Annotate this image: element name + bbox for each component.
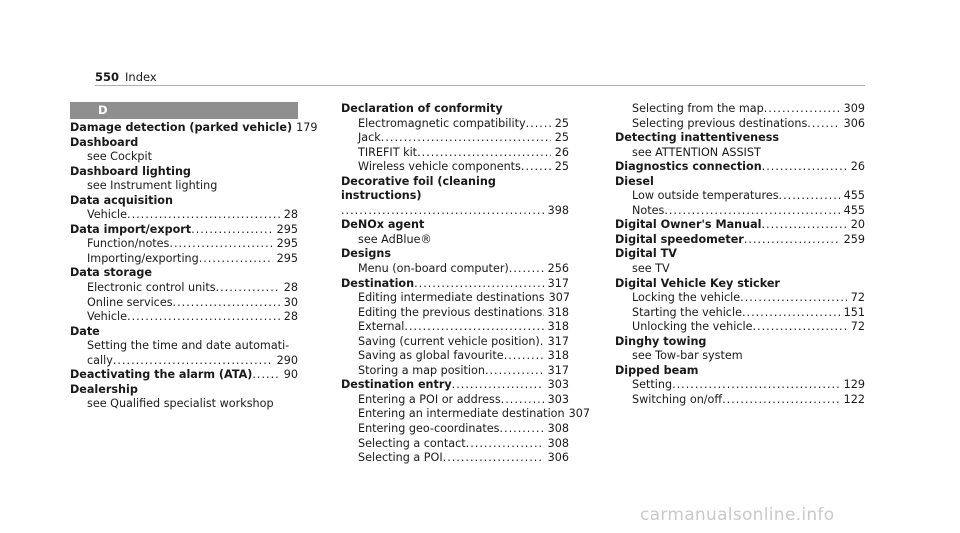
page-ref: 318 [547, 349, 569, 363]
page-ref: 25 [554, 116, 569, 130]
entry-text: Vehicle [87, 208, 128, 222]
index-see-ref: see Instrument lighting [87, 179, 218, 193]
page-ref: 306 [547, 451, 569, 465]
dot-leader [443, 451, 544, 466]
index-entry: Diesel [615, 174, 654, 188]
entry-text: Jack [358, 131, 381, 145]
page-ref: 256 [547, 262, 569, 276]
dot-leader [414, 277, 544, 292]
index-see-ref: see ATTENTION ASSIST [632, 145, 761, 159]
entry-text: Saving as global favourite [358, 349, 504, 363]
page-title: Index [125, 70, 157, 84]
page-ref: 25 [554, 131, 569, 145]
index-subentry [341, 131, 569, 146]
page-ref: 317 [547, 276, 569, 290]
page-ref: 318 [547, 305, 569, 319]
entry-text: TIREFIT kit [358, 145, 418, 159]
page-ref: 28 [283, 208, 298, 222]
entry-text: Menu (on-board computer) [358, 262, 509, 276]
page-ref: 455 [843, 189, 865, 203]
page-ref: 30 [283, 295, 298, 309]
dot-leader [501, 393, 544, 408]
index-see-ref: see AdBlue® [358, 232, 432, 246]
entry-text: Unlocking the vehicle [632, 320, 753, 334]
dot-leader [485, 364, 544, 379]
page-ref: 318 [547, 320, 569, 334]
index-subentry [615, 306, 865, 321]
entry-text: Setting [632, 378, 673, 392]
page-ref: 307 [548, 291, 570, 305]
dot-leader [452, 378, 544, 393]
header-rule [95, 85, 865, 86]
index-entry: Digital TV [615, 247, 677, 261]
index-entry: Designs [341, 247, 391, 261]
entry-text: Selecting from the map [632, 102, 764, 115]
dot-leader [509, 262, 544, 277]
entry-text: Selecting previous destinations [632, 116, 808, 130]
dot-leader [752, 320, 846, 335]
index-subentry [341, 204, 569, 219]
entry-text: Starting the vehicle [632, 305, 742, 319]
page-ref: 455 [843, 203, 865, 217]
index-entry: Dinghy towing [615, 334, 707, 348]
entry-text: Wireless vehicle components [358, 160, 521, 174]
index-entry [341, 378, 569, 393]
index-subentry [70, 354, 298, 369]
page-ref: 303 [547, 378, 569, 392]
index-subentry [341, 349, 569, 364]
index-entry: Dashboard [70, 135, 139, 149]
index-column-3 [615, 102, 865, 407]
dot-leader [404, 320, 543, 335]
page-ref: 303 [547, 392, 569, 406]
index-subentry [70, 237, 298, 252]
index-subentry [70, 281, 298, 296]
entry-text: Storing a map position [358, 363, 485, 377]
dot-leader [191, 223, 273, 238]
index-column-2 [341, 102, 590, 466]
entry-text: Digital speedometer [615, 232, 744, 246]
index-entry: Dealership [70, 382, 138, 396]
index-see-ref: see Qualified specialist workshop [87, 397, 274, 411]
entry-text: Deactivating the alarm (ATA) [70, 368, 253, 382]
entry-text: Destination entry [341, 378, 452, 392]
dot-leader [526, 117, 551, 132]
index-column-1 [70, 102, 318, 412]
entry-text: Damage detection (parked vehicle) [70, 121, 293, 134]
index-subentry [341, 306, 569, 321]
index-subentry [341, 160, 569, 175]
page-ref: 20 [850, 218, 865, 232]
index-subentry [341, 393, 569, 408]
entry-text: Function/notes [87, 237, 170, 251]
dot-leader [521, 160, 551, 175]
index-subentry [341, 437, 569, 452]
index-subentry [70, 296, 298, 311]
page-ref: 308 [547, 422, 569, 436]
page-ref: 26 [554, 145, 569, 159]
index-entry: Dashboard lighting [70, 164, 191, 178]
index-entry: Data acquisition [70, 193, 173, 207]
entry-text: Notes [632, 203, 665, 217]
index-subentry [70, 252, 298, 267]
index-entry [70, 121, 318, 136]
entry-text: Switching on/off [632, 392, 723, 406]
index-entry [341, 277, 569, 292]
index-subentry [615, 393, 865, 408]
index-entry [615, 218, 865, 233]
entry-text: Online services [87, 295, 173, 309]
dot-leader [504, 349, 544, 364]
page-ref: 90 [283, 368, 298, 382]
page-ref: 151 [843, 305, 865, 319]
index-entry [615, 233, 865, 248]
page-ref: 72 [850, 320, 865, 334]
index-subentry [615, 189, 865, 204]
dot-leader [466, 437, 544, 452]
index-subentry [70, 208, 298, 223]
entry-text: Locking the vehicle [632, 291, 741, 305]
dot-leader [764, 102, 840, 117]
entry-text: Electronic control units [87, 281, 216, 295]
index-subentry [341, 451, 569, 466]
entry-text: Vehicle [87, 310, 128, 324]
entry-text: cally [87, 353, 113, 367]
dot-leader [779, 189, 840, 204]
dot-leader [722, 393, 840, 408]
index-subentry [615, 204, 865, 219]
index-entry [615, 160, 865, 175]
dot-leader [761, 218, 846, 233]
index-subentry [341, 262, 569, 277]
index-entry: Decorative foil (cleaning instructions) [341, 174, 496, 203]
page-ref: 295 [276, 251, 298, 265]
entry-text: Entering an intermediate destination [358, 407, 565, 421]
index-see-ref: see Tow-bar system [632, 349, 743, 363]
index-subentry [341, 335, 569, 350]
entry-text: Low outside temperatures [632, 189, 779, 203]
index-subentry [341, 407, 590, 422]
entry-text: Destination [341, 276, 415, 290]
index-subentry [341, 117, 569, 132]
index-subentry [341, 146, 569, 161]
dot-leader [169, 237, 272, 252]
page-ref: 307 [568, 407, 590, 421]
page-ref: 259 [843, 232, 865, 246]
index-entry: Detecting inattentiveness [615, 131, 780, 145]
index-subentry [615, 102, 865, 117]
dot-leader [113, 354, 273, 369]
page-ref: 122 [843, 392, 865, 406]
dot-leader [127, 208, 280, 223]
entry-text: Selecting a POI [358, 451, 443, 465]
dot-leader [173, 296, 280, 311]
page-ref: 72 [850, 291, 865, 305]
dot-leader [381, 131, 551, 146]
dot-leader [762, 160, 847, 175]
dot-leader [672, 378, 840, 393]
page-ref: 306 [843, 116, 865, 130]
page-ref: 290 [276, 353, 298, 367]
dot-leader [740, 291, 847, 306]
dot-leader [417, 146, 551, 161]
page-header [95, 70, 157, 84]
index-subentry [615, 320, 865, 335]
entry-text: Digital Owner's Manual [615, 218, 762, 232]
index-subentry [341, 291, 569, 306]
dot-leader [341, 204, 544, 219]
watermark: carmanualsonline.info [640, 505, 835, 525]
dot-leader [664, 204, 839, 219]
page-ref: 179 [296, 121, 318, 134]
index-see-ref: see TV [632, 262, 670, 276]
page-ref: 398 [547, 203, 569, 217]
index-entry: Data storage [70, 266, 152, 280]
index-entry: Date [70, 324, 100, 338]
entry-list-3 [615, 102, 865, 407]
page-ref: 28 [283, 281, 298, 295]
page-number: 550 [95, 70, 120, 84]
index-subentry [615, 117, 865, 132]
entry-text: Diagnostics connection [615, 160, 762, 174]
page-ref: 317 [547, 334, 569, 348]
index-entry: Digital Vehicle Key sticker [615, 276, 780, 290]
letter-heading: D [70, 102, 298, 119]
entry-text: Saving (current vehicle position) [358, 334, 540, 348]
entry-text: External [358, 320, 405, 334]
index-subentry [341, 364, 569, 379]
index-subentry [341, 320, 569, 335]
dot-leader [807, 117, 839, 132]
index-subentry [615, 291, 865, 306]
page-ref: 26 [850, 160, 865, 174]
entry-text: Data import/export [70, 222, 192, 236]
page-ref: 28 [283, 310, 298, 324]
dot-leader [199, 252, 273, 267]
entry-text: Entering a POI or address [358, 392, 501, 406]
entry-text: Selecting a contact [358, 436, 466, 450]
index-entry: DeNOx agent [341, 218, 425, 232]
page-ref: 25 [554, 160, 569, 174]
dot-leader [216, 281, 280, 296]
entry-text: Entering geo-coordinates [358, 422, 500, 436]
index-entry: Declaration of conformity [341, 102, 503, 115]
page-ref: 295 [276, 222, 298, 236]
index-subentry [341, 422, 569, 437]
page-ref: 308 [547, 436, 569, 450]
index-see-ref: see Cockpit [87, 150, 153, 164]
dot-leader [252, 368, 279, 383]
page-ref: 295 [276, 237, 298, 251]
entry-text: Importing/exporting [87, 251, 199, 265]
page-ref: 129 [843, 378, 865, 392]
dot-leader [744, 233, 840, 248]
index-entry [70, 368, 298, 383]
page-ref: 309 [843, 102, 865, 115]
entry-list-1 [70, 121, 318, 412]
dot-leader [742, 306, 840, 321]
index-subentry [70, 310, 298, 325]
dot-leader [499, 422, 543, 437]
entry-text: Editing the previous destinations [358, 305, 543, 319]
entry-list-2 [341, 102, 590, 466]
entry-text: Electromagnetic compatibility [358, 116, 526, 130]
entry-text: Editing intermediate destinations [358, 291, 545, 305]
dot-leader [127, 310, 280, 325]
index-subentry [615, 378, 865, 393]
index-entry [70, 223, 298, 238]
index-see-ref: Setting the time and date automati- [87, 339, 290, 353]
page-ref: 317 [547, 363, 569, 377]
index-entry: Dipped beam [615, 363, 699, 377]
